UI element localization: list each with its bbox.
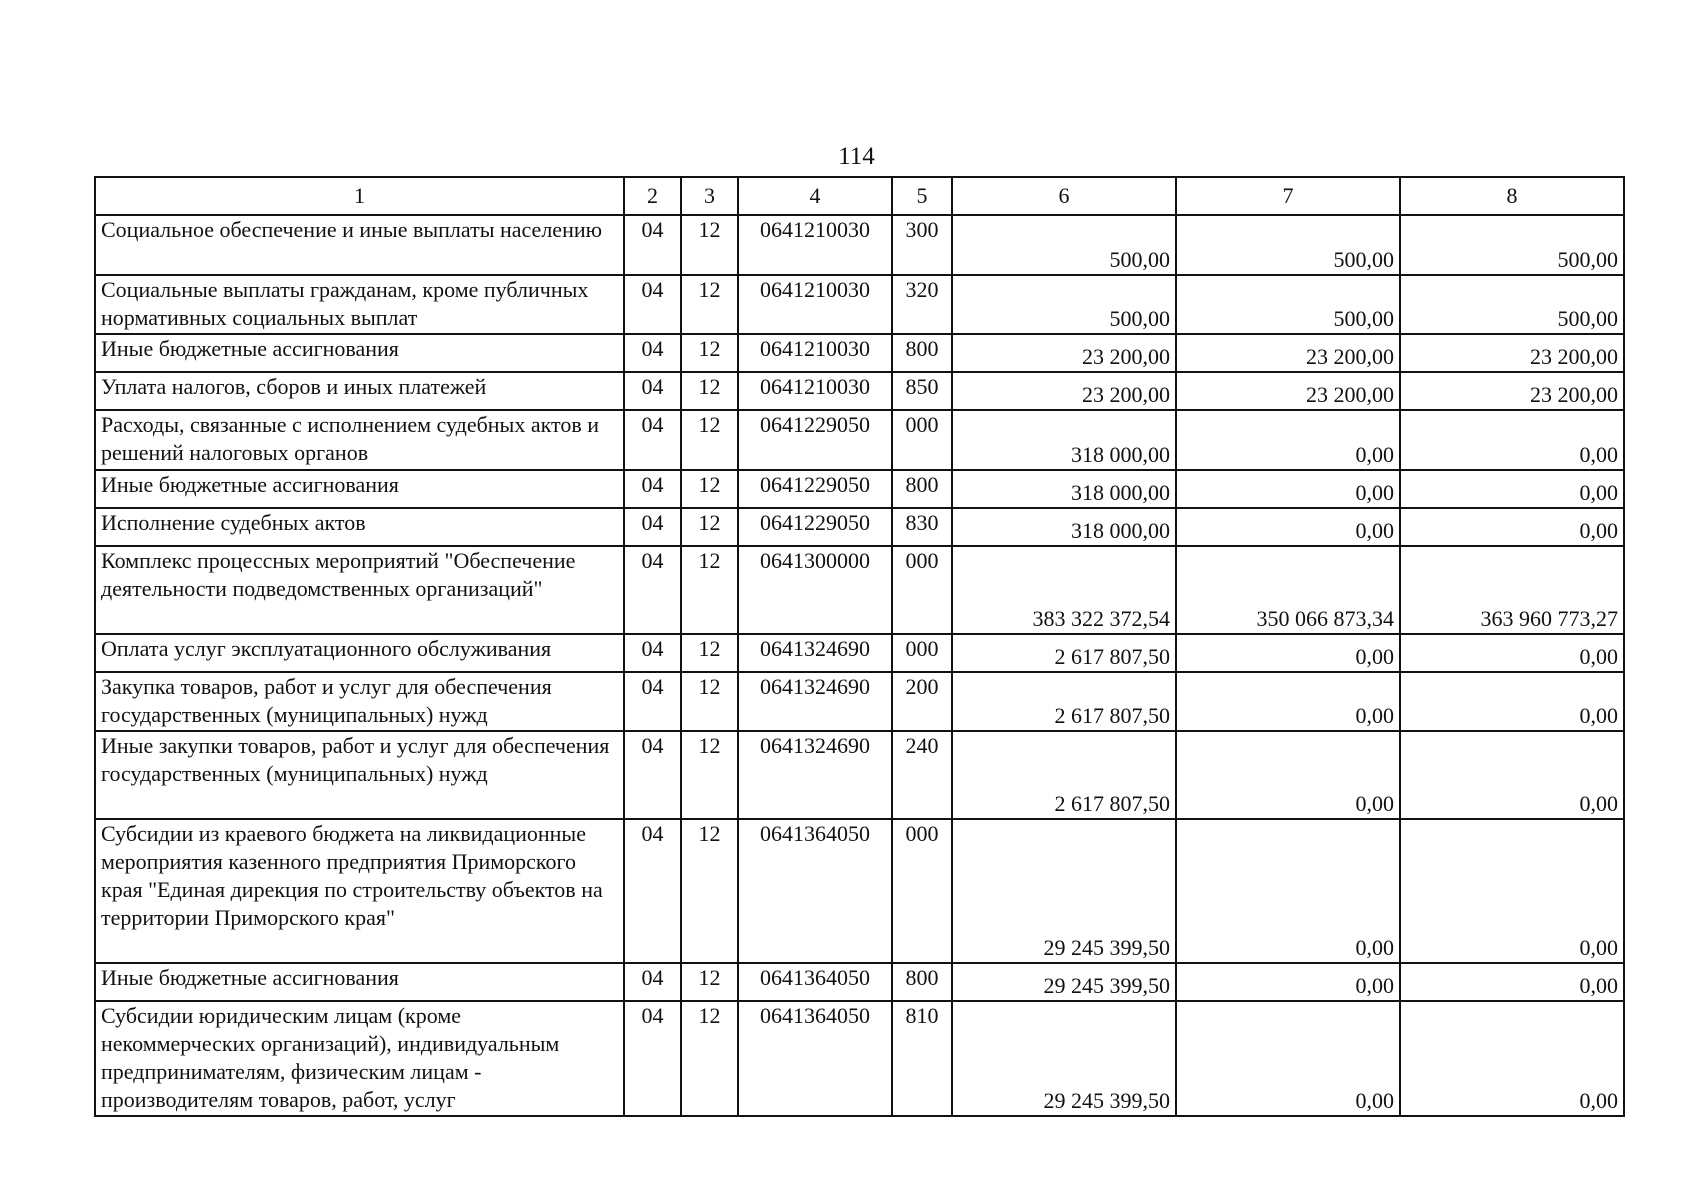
row-target-article: 0641229050	[738, 470, 892, 508]
row-name: Исполнение судебных актов	[95, 508, 624, 546]
row-amount-col6: 318 000,00	[952, 470, 1176, 508]
row-amount-col7: 0,00	[1176, 731, 1400, 819]
row-subsection: 12	[681, 334, 738, 372]
row-amount-col7: 0,00	[1176, 470, 1400, 508]
row-amount-col8: 0,00	[1400, 672, 1624, 731]
row-target-article: 0641324690	[738, 634, 892, 672]
row-expense-type: 320	[892, 275, 952, 334]
row-name: Субсидии юридическим лицам (кроме некоммерческих организаций), индивидуальным предпринимателям, физическим лицам - производителям товаров, работ, услуг	[95, 1001, 624, 1116]
table-row	[95, 819, 1624, 963]
row-target-article: 0641324690	[738, 672, 892, 731]
row-amount-col6: 383 322 372,54	[952, 546, 1176, 634]
row-amount-col8: 23 200,00	[1400, 334, 1624, 372]
row-subsection: 12	[681, 819, 738, 963]
row-amount-col8: 0,00	[1400, 1001, 1624, 1116]
row-amount-col7: 23 200,00	[1176, 372, 1400, 410]
row-section: 04	[624, 1001, 681, 1116]
row-name: Иные бюджетные ассигнования	[95, 334, 624, 372]
row-amount-col8: 363 960 773,27	[1400, 546, 1624, 634]
row-amount-col6: 500,00	[952, 275, 1176, 334]
table-row	[95, 372, 1624, 410]
table-row	[95, 275, 1624, 334]
row-amount-col6: 29 245 399,50	[952, 819, 1176, 963]
row-amount-col7: 500,00	[1176, 215, 1400, 275]
column-header-8: 8	[1400, 177, 1624, 215]
row-amount-col8: 0,00	[1400, 731, 1624, 819]
row-amount-col8: 0,00	[1400, 819, 1624, 963]
row-amount-col7: 0,00	[1176, 963, 1400, 1001]
row-expense-type: 000	[892, 634, 952, 672]
table-row	[95, 672, 1624, 731]
row-expense-type: 000	[892, 546, 952, 634]
row-section: 04	[624, 672, 681, 731]
row-amount-col7: 0,00	[1176, 819, 1400, 963]
row-subsection: 12	[681, 372, 738, 410]
row-subsection: 12	[681, 963, 738, 1001]
row-amount-col6: 23 200,00	[952, 372, 1176, 410]
column-header-1: 1	[95, 177, 624, 215]
row-amount-col7: 0,00	[1176, 1001, 1400, 1116]
row-amount-col7: 500,00	[1176, 275, 1400, 334]
row-amount-col8: 0,00	[1400, 410, 1624, 470]
table-row	[95, 634, 1624, 672]
column-header-4: 4	[738, 177, 892, 215]
row-target-article: 0641324690	[738, 731, 892, 819]
budget-table	[94, 176, 1625, 1117]
row-name: Социальные выплаты гражданам, кроме публичных нормативных социальных выплат	[95, 275, 624, 334]
row-amount-col6: 318 000,00	[952, 410, 1176, 470]
row-name: Субсидии из краевого бюджета на ликвидационные мероприятия казенного предприятия Приморского края "Единая дирекция по строительству объектов на территории Приморского края"	[95, 819, 624, 963]
row-subsection: 12	[681, 470, 738, 508]
row-subsection: 12	[681, 672, 738, 731]
table-row	[95, 508, 1624, 546]
row-amount-col8: 500,00	[1400, 215, 1624, 275]
row-expense-type: 810	[892, 1001, 952, 1116]
column-header-7: 7	[1176, 177, 1400, 215]
row-expense-type: 830	[892, 508, 952, 546]
row-name: Иные бюджетные ассигнования	[95, 963, 624, 1001]
row-target-article: 0641364050	[738, 1001, 892, 1116]
row-amount-col8: 0,00	[1400, 508, 1624, 546]
column-header-5: 5	[892, 177, 952, 215]
row-amount-col7: 0,00	[1176, 634, 1400, 672]
row-amount-col7: 0,00	[1176, 410, 1400, 470]
row-section: 04	[624, 334, 681, 372]
row-amount-col8: 23 200,00	[1400, 372, 1624, 410]
column-header-2: 2	[624, 177, 681, 215]
table-row	[95, 1001, 1624, 1116]
row-amount-col6: 318 000,00	[952, 508, 1176, 546]
table-row	[95, 410, 1624, 470]
table-row	[95, 546, 1624, 634]
row-section: 04	[624, 819, 681, 963]
row-amount-col7: 0,00	[1176, 508, 1400, 546]
row-section: 04	[624, 508, 681, 546]
row-target-article: 0641300000	[738, 546, 892, 634]
row-amount-col7: 0,00	[1176, 672, 1400, 731]
row-section: 04	[624, 275, 681, 334]
row-section: 04	[624, 963, 681, 1001]
row-target-article: 0641210030	[738, 372, 892, 410]
row-subsection: 12	[681, 410, 738, 470]
table-header-row	[95, 177, 1624, 215]
row-expense-type: 300	[892, 215, 952, 275]
table-row	[95, 731, 1624, 819]
row-section: 04	[624, 470, 681, 508]
row-amount-col8: 500,00	[1400, 275, 1624, 334]
row-section: 04	[624, 731, 681, 819]
row-name: Иные закупки товаров, работ и услуг для обеспечения государственных (муниципальных) нужд	[95, 731, 624, 819]
row-subsection: 12	[681, 546, 738, 634]
row-section: 04	[624, 372, 681, 410]
row-target-article: 0641364050	[738, 963, 892, 1001]
row-expense-type: 000	[892, 819, 952, 963]
row-subsection: 12	[681, 1001, 738, 1116]
row-expense-type: 800	[892, 334, 952, 372]
row-amount-col8: 0,00	[1400, 963, 1624, 1001]
row-section: 04	[624, 410, 681, 470]
column-header-6: 6	[952, 177, 1176, 215]
row-amount-col6: 2 617 807,50	[952, 634, 1176, 672]
row-subsection: 12	[681, 215, 738, 275]
table-row	[95, 215, 1624, 275]
page-number: 114	[838, 143, 875, 170]
table-row	[95, 470, 1624, 508]
row-expense-type: 200	[892, 672, 952, 731]
table-row	[95, 963, 1624, 1001]
row-target-article: 0641364050	[738, 819, 892, 963]
row-target-article: 0641210030	[738, 275, 892, 334]
row-subsection: 12	[681, 508, 738, 546]
row-amount-col7: 350 066 873,34	[1176, 546, 1400, 634]
row-amount-col7: 23 200,00	[1176, 334, 1400, 372]
row-amount-col8: 0,00	[1400, 470, 1624, 508]
row-expense-type: 800	[892, 470, 952, 508]
row-amount-col6: 29 245 399,50	[952, 963, 1176, 1001]
table-row	[95, 334, 1624, 372]
row-subsection: 12	[681, 634, 738, 672]
row-target-article: 0641229050	[738, 410, 892, 470]
row-name: Расходы, связанные с исполнением судебных актов и решений налоговых органов	[95, 410, 624, 470]
row-target-article: 0641210030	[738, 334, 892, 372]
row-subsection: 12	[681, 275, 738, 334]
row-name: Уплата налогов, сборов и иных платежей	[95, 372, 624, 410]
row-expense-type: 240	[892, 731, 952, 819]
row-name: Закупка товаров, работ и услуг для обеспечения государственных (муниципальных) нужд	[95, 672, 624, 731]
row-subsection: 12	[681, 731, 738, 819]
row-amount-col6: 23 200,00	[952, 334, 1176, 372]
row-name: Иные бюджетные ассигнования	[95, 470, 624, 508]
row-target-article: 0641229050	[738, 508, 892, 546]
row-section: 04	[624, 634, 681, 672]
row-amount-col6: 2 617 807,50	[952, 731, 1176, 819]
row-name: Оплата услуг эксплуатационного обслуживания	[95, 634, 624, 672]
row-section: 04	[624, 215, 681, 275]
row-expense-type: 850	[892, 372, 952, 410]
column-header-3: 3	[681, 177, 738, 215]
row-amount-col6: 2 617 807,50	[952, 672, 1176, 731]
row-target-article: 0641210030	[738, 215, 892, 275]
row-amount-col6: 29 245 399,50	[952, 1001, 1176, 1116]
row-amount-col8: 0,00	[1400, 634, 1624, 672]
row-section: 04	[624, 546, 681, 634]
row-expense-type: 000	[892, 410, 952, 470]
row-amount-col6: 500,00	[952, 215, 1176, 275]
row-name: Социальное обеспечение и иные выплаты населению	[95, 215, 624, 275]
row-name: Комплекс процессных мероприятий "Обеспечение деятельности подведомственных организаций"	[95, 546, 624, 634]
row-expense-type: 800	[892, 963, 952, 1001]
